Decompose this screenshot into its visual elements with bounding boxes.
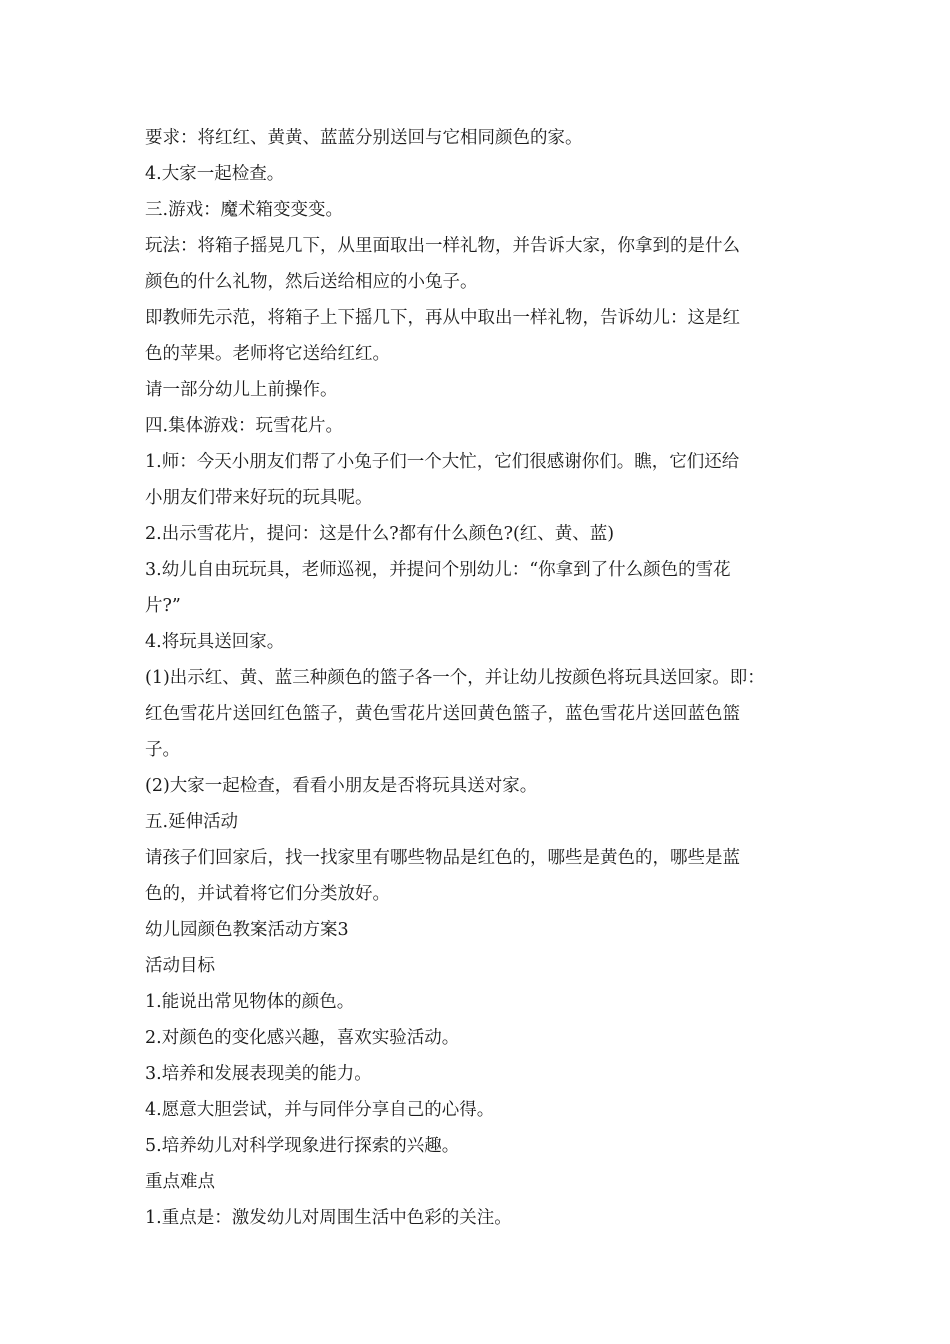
list-item: 5.培养幼儿对科学现象进行探索的兴趣。 — [145, 1136, 460, 1156]
text-line: 1.师：今天小朋友们帮了小兔子们一个大忙，它们很感谢你们。瞧，它们还给 — [145, 452, 740, 472]
section-heading: 重点难点 — [145, 1172, 215, 1192]
list-item: 1.重点是：激发幼儿对周围生活中色彩的关注。 — [145, 1208, 512, 1228]
section-heading: 五.延伸活动 — [145, 812, 239, 832]
text-line: 玩法：将箱子摇晃几下，从里面取出一样礼物，并告诉大家，你拿到的是什么 — [145, 236, 740, 256]
text-line: 请孩子们回家后，找一找家里有哪些物品是红色的，哪些是黄色的，哪些是蓝 — [145, 848, 740, 868]
text-line: 即教师先示范，将箱子上下摇几下，再从中取出一样礼物，告诉幼儿：这是红 — [145, 308, 740, 328]
section-heading: 四.集体游戏：玩雪花片。 — [145, 416, 344, 436]
text-line: (1)出示红、黄、蓝三种颜色的篮子各一个，并让幼儿按颜色将玩具送回家。即： — [145, 668, 765, 688]
text-line: 请一部分幼儿上前操作。 — [145, 380, 338, 400]
list-item: 2.对颜色的变化感兴趣，喜欢实验活动。 — [145, 1028, 460, 1048]
document-body — [145, 120, 815, 1236]
text-line: 2.出示雪花片，提问：这是什么?都有什么颜色?(红、黄、蓝) — [145, 524, 615, 544]
text-line: 3.幼儿自由玩玩具，老师巡视，并提问个别幼儿：“你拿到了什么颜色的雪花 — [145, 560, 731, 580]
list-item: 3.培养和发展表现美的能力。 — [145, 1064, 372, 1084]
text-line: 片?” — [145, 596, 181, 616]
text-line: 子。 — [145, 740, 180, 760]
list-item: 1.能说出常见物体的颜色。 — [145, 992, 355, 1012]
text-line: (2)大家一起检查，看看小朋友是否将玩具送对家。 — [145, 776, 538, 796]
section-heading: 活动目标 — [145, 956, 215, 976]
section-heading: 三.游戏：魔术箱变变变。 — [145, 200, 344, 220]
text-line: 小朋友们带来好玩的玩具呢。 — [145, 488, 373, 508]
text-line: 色的，并试着将它们分类放好。 — [145, 884, 390, 904]
text-line: 颜色的什么礼物，然后送给相应的小兔子。 — [145, 272, 478, 292]
text-line: 要求：将红红、黄黄、蓝蓝分别送回与它相同颜色的家。 — [145, 128, 583, 148]
text-line: 色的苹果。老师将它送给红红。 — [145, 344, 390, 364]
text-line: 4.大家一起检查。 — [145, 164, 285, 184]
list-item: 4.愿意大胆尝试，并与同伴分享自己的心得。 — [145, 1100, 495, 1120]
document-title: 幼儿园颜色教案活动方案3 — [145, 920, 349, 940]
text-line: 红色雪花片送回红色篮子，黄色雪花片送回黄色篮子，蓝色雪花片送回蓝色篮 — [145, 704, 740, 724]
text-line: 4.将玩具送回家。 — [145, 632, 285, 652]
